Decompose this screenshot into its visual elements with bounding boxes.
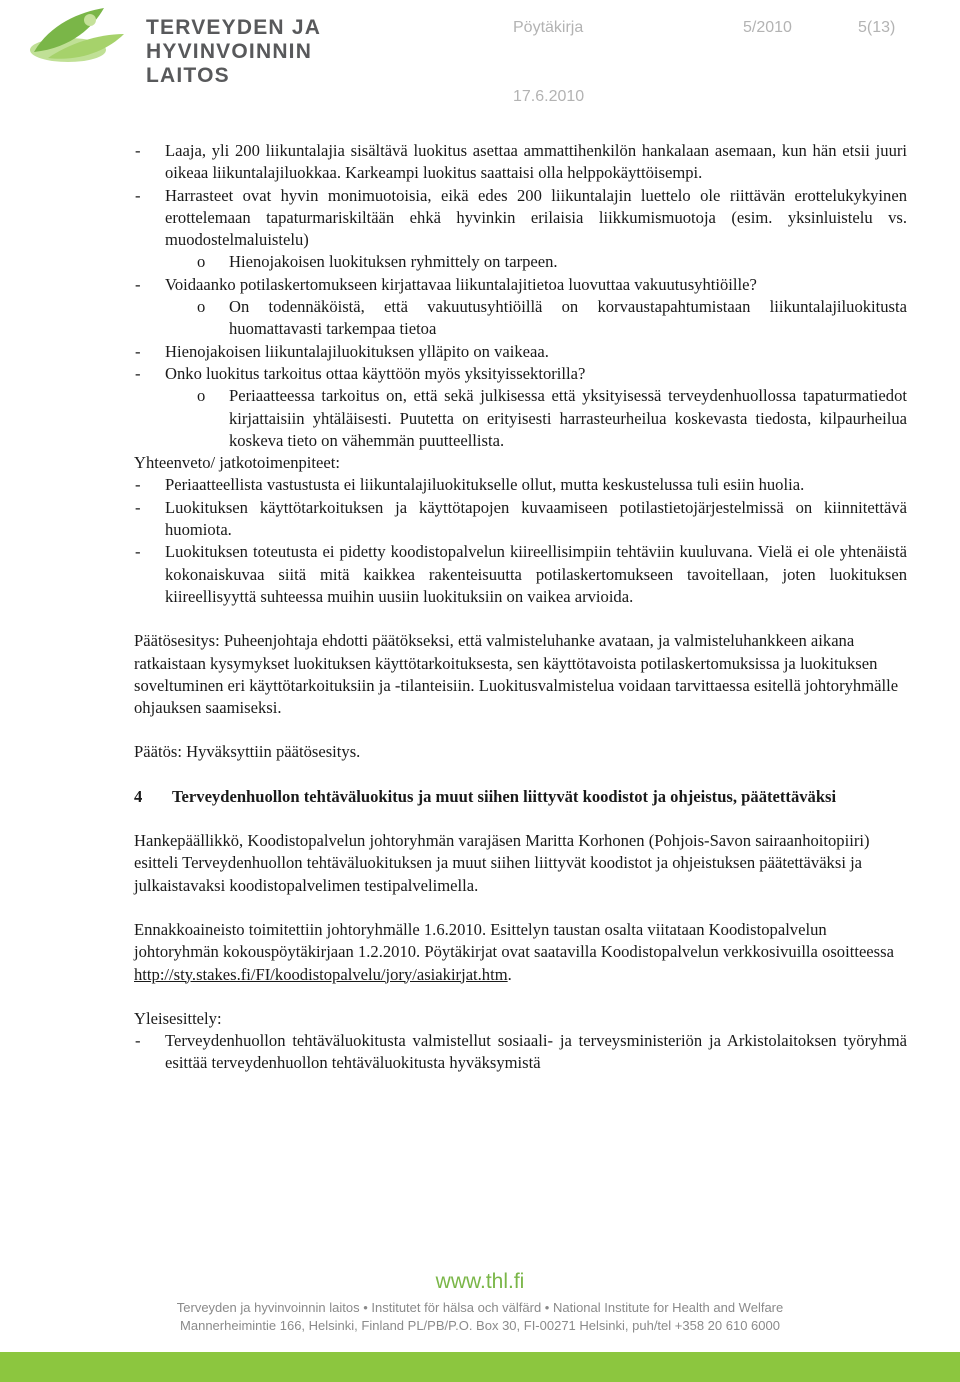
list-item: - Onko luokitus tarkoitus ottaa käyttöön myös yksityissektorilla? bbox=[135, 363, 586, 383]
document-body bbox=[134, 140, 907, 1075]
thl-leaf-icon bbox=[28, 4, 138, 68]
minutes-link[interactable]: http://sty.stakes.fi/FI/koodistopalvelu/jory/asiakirjat.htm bbox=[134, 964, 508, 984]
thl-logo bbox=[28, 4, 388, 87]
list-item: - Luokituksen toteutusta ei pidetty koodistopalvelun kiireellisimpiin tehtäviin kuuluvana. Vielä ei ole yhtenäistä kokonaiskuvaa siitä mitä kaikkea rakenteisuutta potilaskertomukseen tavoitellaan, joten luokituksen kiireellisyyttä suhteessa muihin uusiin luokituksiin on vaikea arvioida. bbox=[135, 542, 907, 606]
sub-list-item: o Hienojakoisen luokituksen ryhmittely on tarpeen. bbox=[197, 252, 558, 272]
doc-date: 17.6.2010 bbox=[513, 88, 585, 105]
list-item: - Luokituksen käyttötarkoituksen ja käyttötapojen kuvaamiseen potilastietojärjestelmissä on kiinnitettävä huomiota. bbox=[135, 497, 907, 540]
footer-bar bbox=[0, 1352, 960, 1382]
paragraph: Ennakkoaineisto toimitettiin johtoryhmälle 1.6.2010. Esittelyn taustan osalta viitataan Koodistopalvelun johtoryhmän kokouspöytäkirjaan 1.2.2010. Pöytäkirjat ovat saatavilla Koodistopalvelun verkkosivuilla osoitteessa http://sty.stakes.fi/FI/koodistopalvelu/jory/asiakirjat.htm. bbox=[134, 919, 894, 984]
footer-url[interactable]: www.thl.fi bbox=[435, 1270, 525, 1293]
org-name-line1: TERVEYDEN JA bbox=[146, 16, 322, 39]
sub-list-item: o On todennäköistä, että vakuutusyhtiöillä on korvaustapahtumistaan liikuntalajiluokitusta huomattavasti tarkempaa tietoa bbox=[197, 297, 907, 339]
page-number: 5(13) bbox=[858, 19, 896, 36]
section-number: 4 bbox=[134, 786, 143, 806]
summary-title: Yhteenveto/ jatkotoimenpiteet: bbox=[134, 453, 340, 473]
list-item: - Terveydenhuollon tehtäväluokitusta valmistellut sosiaali- ja terveysministeriön ja Arkistolaitoksen työryhmä esittää terveydenhuollon tehtäväluokitusta hyväksymistä bbox=[135, 1031, 907, 1073]
decision-proposal: Päätösesitys: Puheenjohtaja ehdotti päätökseksi, että valmisteluhanke avataan, ja valmisteluhankkeen aikana ratkaistaan kysymykset luokituksen käyttötarkoituksesta, sen käyttötavoista potilaskertomuksissa ja luokituksen soveltuminen eri käyttötarkoituksiin ja -tilanteisiin. Luokitusvalmistelua voidaan tarvittaessa esitellä johtoryhmälle ohjauksen saamiseksi. bbox=[134, 631, 899, 718]
footer-address-line: Mannerheimintie 166, Helsinki, Finland PL/PB/P.O. Box 30, FI-00271 Helsinki, puh/tel +358 20 610 6000 bbox=[180, 1318, 780, 1333]
decision: Päätös: Hyväksyttiin päätösesitys. bbox=[134, 742, 361, 762]
doc-number: 5/2010 bbox=[743, 19, 792, 36]
list-item: - Harrasteet ovat hyvin monimuotoisia, eikä edes 200 liikuntalajin luettelo ole riittävän erottelukykyinen erottelemaan tapaturmariskiltään ehkä hyvinkin erilaisia liikkumismuotoja (esim. yksinluistelu vs. muodostelmaluistelu) bbox=[135, 185, 907, 250]
doc-type: Pöytäkirja bbox=[513, 19, 584, 36]
org-name-line2: HYVINVOINNIN LAITOS bbox=[146, 40, 313, 87]
list-item: - Hienojakoisen liikuntalajiluokituksen ylläpito on vaikeaa. bbox=[135, 341, 549, 361]
paragraph: Hankepäällikkö, Koodistopalvelun johtoryhmän varajäsen Maritta Korhonen (Pohjois-Savon sairaanhoitopiiri) esitteli Terveydenhuollon tehtäväluokituksen ja muut siihen liittyvät koodistot ja ohjeistuksen päätettäväksi ja julkaistavaksi koodistopalvelimen testipalvelimella. bbox=[134, 831, 870, 895]
general-title: Yleisesittely: bbox=[134, 1008, 222, 1028]
sub-list-item: o Periaatteessa tarkoitus on, että sekä julkisessa että yksityisessä terveydenhuollossa tapaturmatiedot kirjattaisiin yhtäläisesti. Puutetta on erityisesti harrasteurheilua koskevasta tiedosta, kilpaurheilua koskeva tieto on vähemmän puutteellista. bbox=[197, 386, 907, 450]
section-heading bbox=[134, 786, 907, 808]
footer-org-line: Terveyden ja hyvinvoinnin laitos • Institutet för hälsa och välfärd • National Institute for Health and Welfare bbox=[176, 1300, 784, 1315]
list-item: - Laaja, yli 200 liikuntalajia sisältävä luokitus asettaa ammattihenkilön hankalaan asemaan, kun hän etsii juuri oikeaa liikuntalajiluokkaa. Karkeampi luokitus saattaisi olla helppokäyttöisempi. bbox=[135, 141, 907, 183]
section-title: Terveydenhuollon tehtäväluokitus ja muut siihen liittyvät koodistot ja ohjeistus, päätettäväksi bbox=[172, 786, 837, 806]
list-item: - Periaatteellista vastustusta ei liikuntalajiluokitukselle ollut, mutta keskustelussa tuli esiin huolia. bbox=[135, 475, 805, 495]
org-name bbox=[146, 16, 388, 88]
list-item: - Voidaanko potilaskertomukseen kirjattavaa liikuntalajitietoa luovuttaa vakuutusyhtiöille? bbox=[135, 274, 757, 294]
